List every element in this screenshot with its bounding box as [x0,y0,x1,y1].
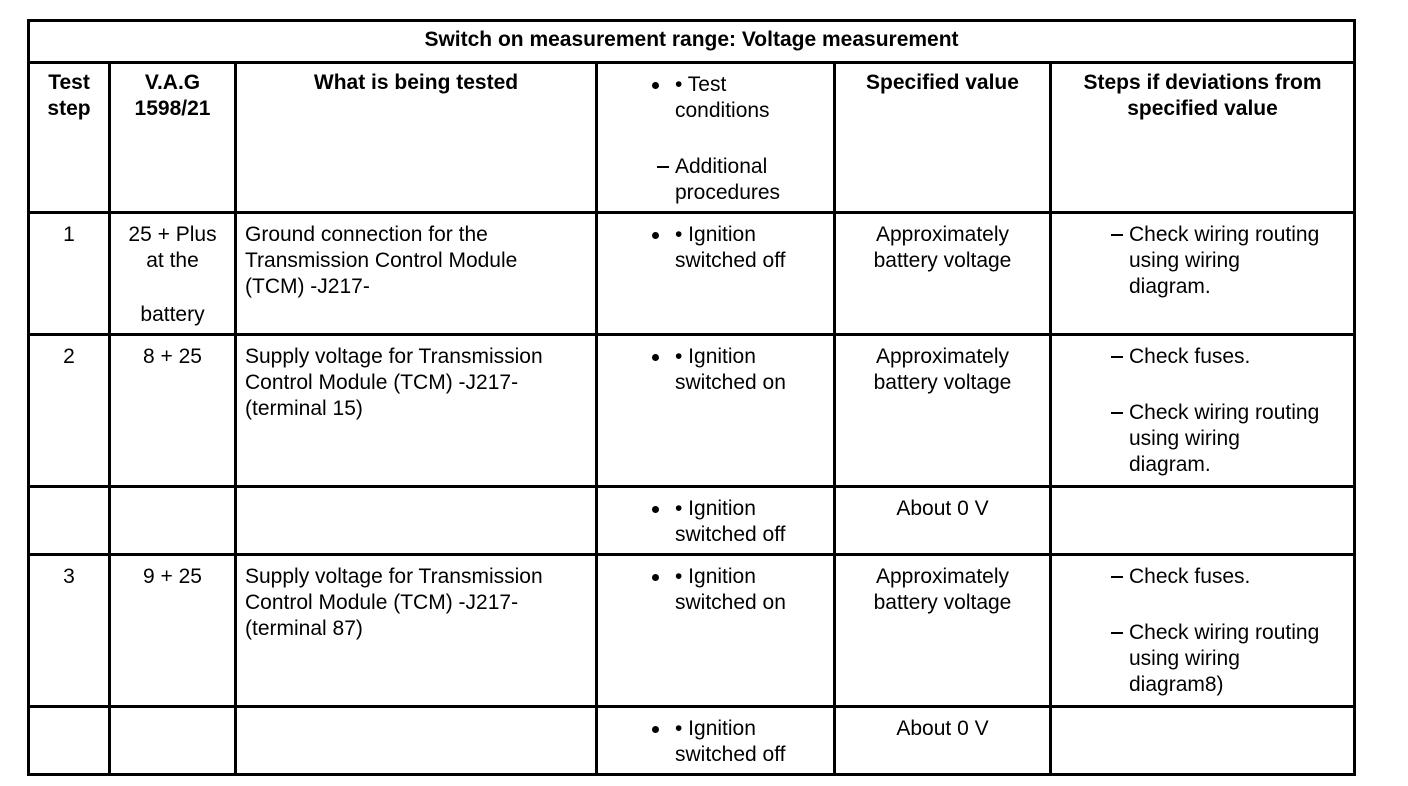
cell-test-step: 3 [29,555,110,707]
step-line: diagram8) [1129,673,1224,696]
header-vag: V.A.G 1598/21 [110,63,236,213]
voltage-measurement-table [27,19,1356,776]
header-test-step: Test step [29,63,110,213]
cell-test-step: 1 [29,213,110,335]
what-line: (terminal 15) [245,397,363,420]
spacer [1129,590,1349,620]
step-item [1129,400,1349,478]
step-item [1129,222,1349,300]
cell-vag [110,555,236,707]
what-line: Supply voltage for Transmission [245,565,543,588]
cell-test-step [29,707,110,775]
table-row [29,707,1355,775]
step-item [1129,344,1349,370]
table-title: Switch on measurement range: Voltage measurement [29,21,1355,63]
spec-line: Approximately [875,223,1010,246]
cell-vag [110,335,236,487]
vag-line: 8 + 25 [143,345,202,368]
dash-icon [1111,234,1123,236]
cell-specified-value [835,707,1051,775]
what-line: Supply voltage for Transmission [245,345,543,368]
spec-line: battery voltage [873,591,1012,614]
what-line: Ground connection for the [245,223,488,246]
cell-steps [1051,335,1355,487]
dash-icon [1111,412,1123,414]
bullet-icon [652,354,659,361]
spec-line: About 0 V [896,497,989,520]
spec-line: battery voltage [873,371,1012,394]
dash-icon [1111,356,1123,358]
step-line: Check wiring routing [1129,401,1320,424]
header-row [29,63,1355,213]
step-line: Check fuses. [1129,565,1251,588]
what-line: Control Module (TCM) -J217- [245,591,519,614]
vag-line: 9 + 25 [143,565,202,588]
condition-line: • Ignition [675,223,756,246]
vag-line: 25 + Plus [128,223,217,246]
what-line: (TCM) -J217- [245,275,370,298]
condition-line: switched on [675,591,786,614]
spec-line: Approximately [875,345,1010,368]
cell-vag [110,707,236,775]
step-line: diagram. [1129,275,1211,298]
cell-conditions [597,335,835,487]
vag-line: battery [140,303,205,326]
cell-steps [1051,707,1355,775]
bullet-icon [652,574,659,581]
condition-line: switched on [675,371,786,394]
cell-test-step: 2 [29,335,110,487]
step-line: diagram. [1129,453,1211,476]
header-steps: Steps if deviations from specified value [1051,63,1355,213]
condition-line: switched off [675,743,786,766]
cell-what-tested [236,555,597,707]
table-row [29,213,1355,335]
condition-line: • Ignition [675,345,756,368]
condition-line: • Ignition [675,497,756,520]
dash-icon [1111,632,1123,634]
dash-item: Additional procedures [675,154,829,206]
bullet-icon [652,82,659,89]
what-line: Control Module (TCM) -J217- [245,371,519,394]
cell-specified-value [835,555,1051,707]
dash-icon [1111,576,1123,578]
bullet-icon [652,506,659,513]
header-specified-value: Specified value [835,63,1051,213]
cell-steps [1051,213,1355,335]
cell-what-tested [236,487,597,555]
step-line: Check wiring routing [1129,621,1320,644]
step-line: Check fuses. [1129,345,1251,368]
cell-steps [1051,555,1355,707]
header-conditions: • Test conditions Additional procedures [597,63,835,213]
spec-line: About 0 V [896,717,989,740]
cell-steps [1051,487,1355,555]
condition-line: switched off [675,523,786,546]
step-item [1129,564,1349,590]
condition-line: • Ignition [675,565,756,588]
table-row [29,487,1355,555]
cell-conditions [597,707,835,775]
cell-what-tested [236,213,597,335]
cell-vag [110,213,236,335]
spacer [1129,370,1349,400]
condition-line: • Ignition [675,717,756,740]
table-row [29,335,1355,487]
spec-line: Approximately [875,565,1010,588]
bullet-icon [652,232,659,239]
cell-conditions [597,213,835,335]
cell-conditions [597,555,835,707]
dash-icon [657,166,669,168]
what-line: (terminal 87) [245,617,363,640]
step-line: Check wiring routing [1129,223,1320,246]
cell-specified-value [835,335,1051,487]
step-line: using wiring [1129,427,1240,450]
bullet-icon [652,726,659,733]
spec-line: battery voltage [873,249,1012,272]
step-line: using wiring [1129,249,1240,272]
cell-vag [110,487,236,555]
cell-specified-value [835,213,1051,335]
cell-what-tested [236,335,597,487]
step-line: using wiring [1129,647,1240,670]
cell-test-step [29,487,110,555]
condition-line: switched off [675,249,786,272]
header-what-tested: What is being tested [236,63,597,213]
cell-conditions [597,487,835,555]
step-item [1129,620,1349,698]
table-row [29,555,1355,707]
vag-line: at the [146,249,199,272]
cell-what-tested [236,707,597,775]
cell-specified-value [835,487,1051,555]
what-line: Transmission Control Module [245,249,518,272]
